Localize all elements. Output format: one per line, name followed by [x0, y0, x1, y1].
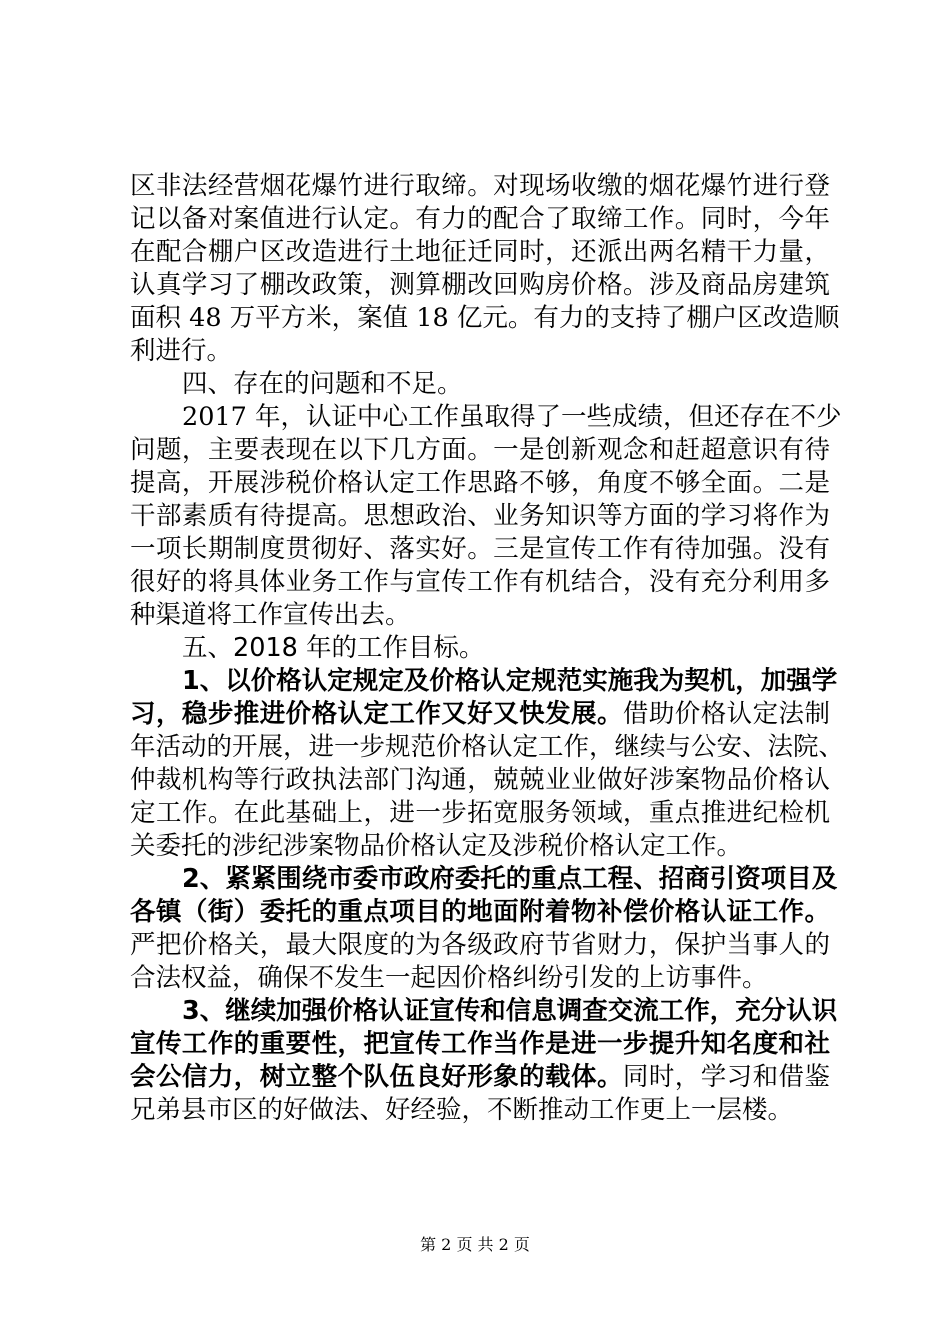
goal-2-title-end: 各镇（街）委托的重点项目的地面附着物补偿价格认证工作。: [130, 897, 830, 927]
text-line: [130, 698, 830, 731]
text-line: [130, 1061, 830, 1094]
text-line: 一项长期制度贯彻好、落实好。三是宣传工作有待加强。没有: [130, 534, 830, 564]
text-line: 种渠道将工作宣传出去。: [130, 600, 411, 630]
text-line: 记以备对案值进行认定。有力的配合了取缔工作。同时，今年: [130, 204, 830, 234]
text-line: 问题，主要表现在以下几方面。一是创新观念和赶超意识有待: [130, 435, 830, 465]
goal-3-title-end: 会公信力，树立整个队伍良好形象的载体。: [130, 1062, 623, 1092]
goal-3-text: 同时，学习和借鉴: [622, 1062, 830, 1092]
text-line: 仲裁机构等行政执法部门沟通，兢兢业业做好涉案物品价格认: [130, 765, 830, 795]
goal-1-text: 借助价格认定法制: [622, 699, 830, 729]
page-footer: 第 2 页 共 2 页: [420, 1235, 530, 1254]
text-line: 兄弟县市区的好做法、好经验，不断推动工作更上一层楼。: [130, 1095, 794, 1125]
goal-3-title: 3、继续加强价格认证宣传和信息调查交流工作，充分认识: [182, 996, 838, 1026]
text-line: 提高，开展涉税价格认定工作思路不够，角度不够全面。二是: [130, 468, 830, 498]
text-line: 干部素质有待提高。思想政治、业务知识等方面的学习将作为: [130, 501, 830, 531]
text-line: 认真学习了棚改政策，测算棚改回购房价格。涉及商品房建筑: [130, 270, 830, 300]
goal-2-title: 2、紧紧围绕市委市政府委托的重点工程、招商引资项目及: [182, 864, 838, 894]
text-line: 很好的将具体业务工作与宣传工作有机结合，没有充分利用多: [130, 567, 830, 597]
text-line: 年活动的开展，进一步规范价格认定工作，继续与公安、法院、: [130, 732, 845, 762]
text-line: 严把价格关，最大限度的为各级政府节省财力，保护当事人的: [130, 930, 830, 960]
text-line: 关委托的涉纪涉案物品价格认定及涉税价格认定工作。: [130, 831, 743, 861]
goal-1-title: 1、以价格认定规定及价格认定规范实施我为契机，加强学: [182, 666, 838, 696]
section-heading-5: 五、2018 年的工作目标。: [182, 633, 485, 663]
text-line: 利进行。: [130, 336, 233, 366]
text-line: 面积 48 万平方米，案值 18 亿元。有力的支持了棚户区改造顺: [130, 303, 840, 333]
goal-1-title-end: 习，稳步推进价格认定工作又好又快发展。: [130, 699, 623, 729]
text-line: 合法权益，确保不发生一起因价格纠纷引发的上访事件。: [130, 963, 768, 993]
text-line: 2017 年，认证中心工作虽取得了一些成绩，但还存在不少: [182, 402, 842, 432]
text-line: 定工作。在此基础上，进一步拓宽服务领域，重点推进纪检机: [130, 798, 830, 828]
text-line: 区非法经营烟花爆竹进行取缔。对现场收缴的烟花爆竹进行登: [130, 171, 830, 201]
body-text: [130, 170, 845, 1127]
section-heading-4: 四、存在的问题和不足。: [182, 369, 463, 399]
goal-3-title-mid: 宣传工作的重要性，把宣传工作当作是进一步提升知名度和社: [130, 1029, 830, 1059]
text-line: 在配合棚户区改造进行土地征迁同时，还派出两名精干力量，: [130, 237, 830, 267]
